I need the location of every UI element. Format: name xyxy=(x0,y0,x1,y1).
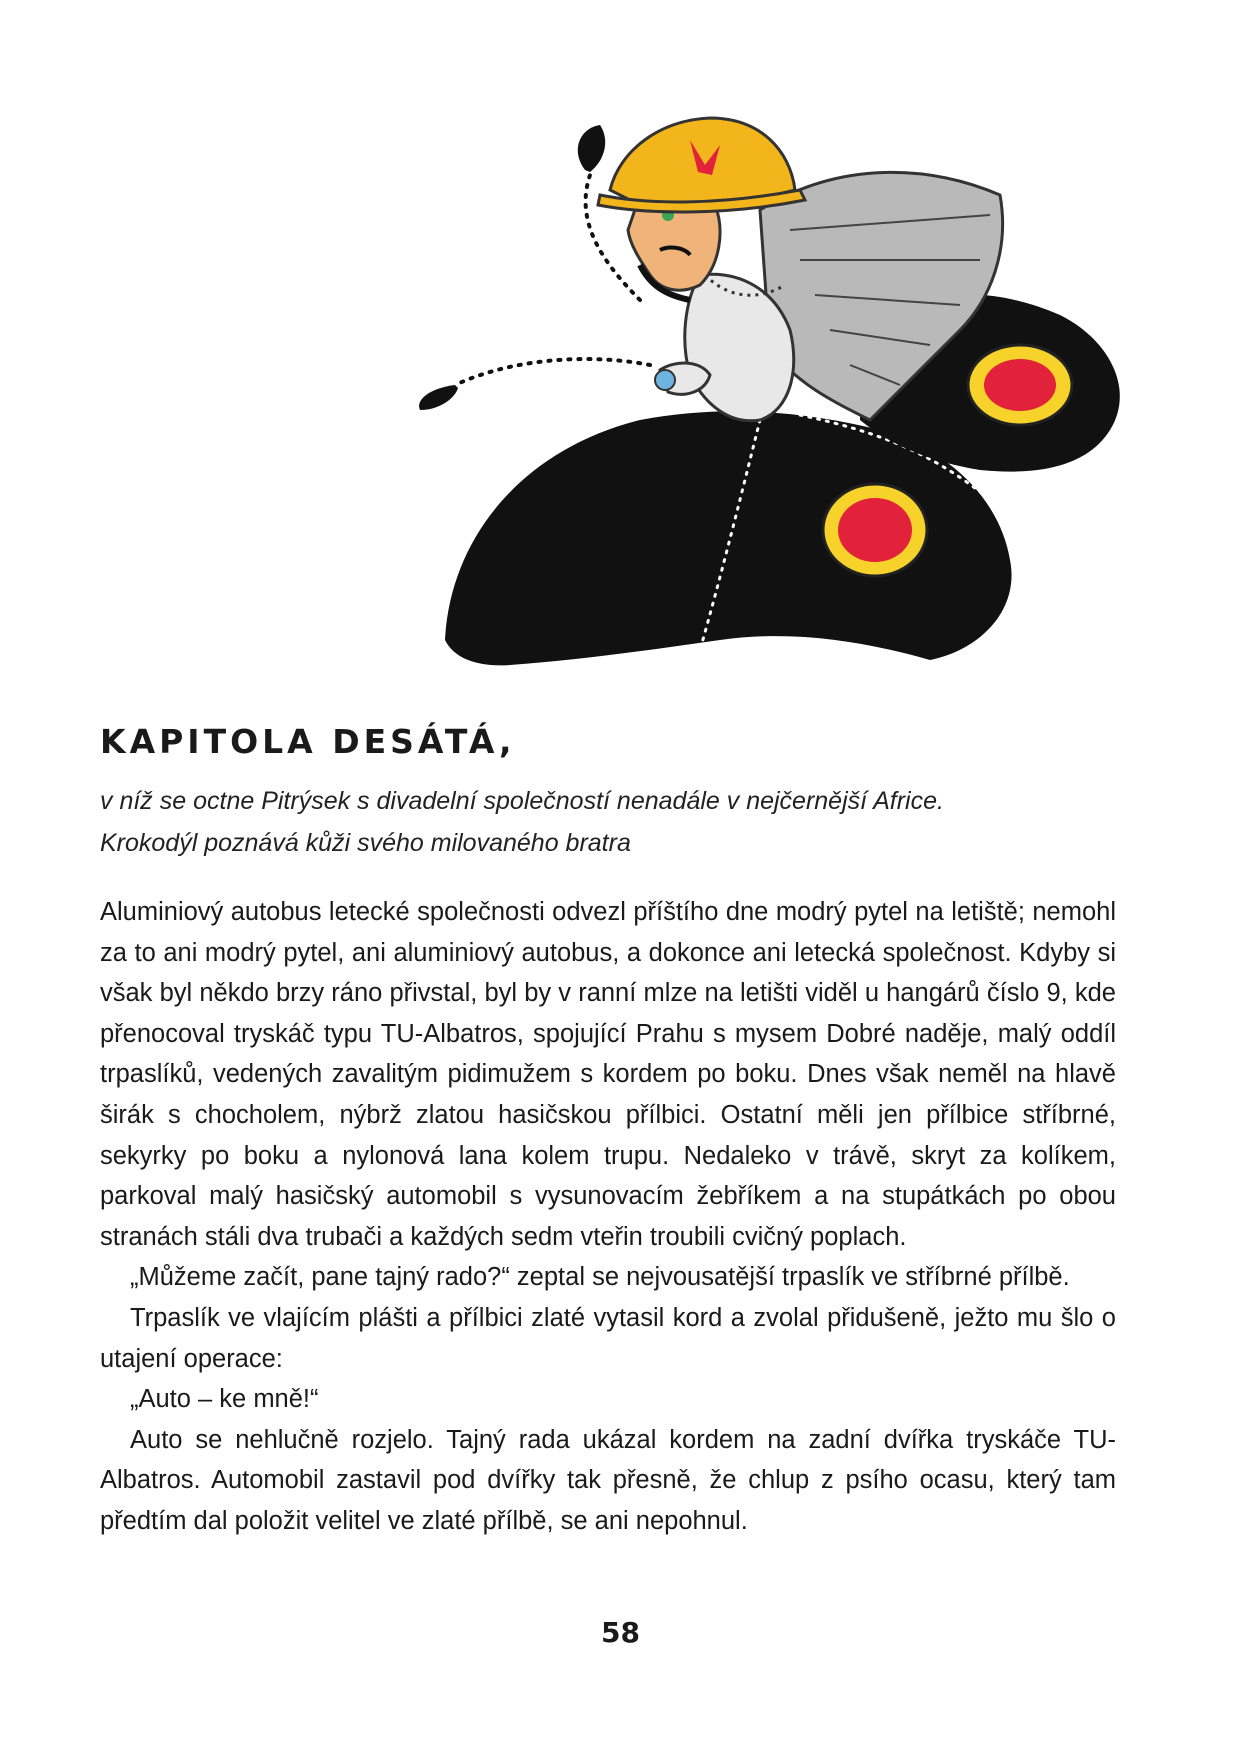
chapter-title: KAPITOLA DESÁTÁ, xyxy=(100,722,516,761)
antenna-lower xyxy=(419,359,650,410)
paragraph: „Můžeme začít, pane tajný rado?“ zeptal se nejvousatější trpaslík ve stříbrné přílbě. xyxy=(130,1263,1070,1292)
paragraph: Auto se nehlučně rozjelo. Tajný rada ukázal kordem na zadní dvířka tryskáče TU-Albatros. Automobil zastavil pod dvířky tak přesně, že chlup z psího ocasu, který tam předtím dal položit velitel ve zlaté přílbě, se ani nepohnul. xyxy=(100,1425,1116,1535)
paragraph: Aluminiový autobus letecké společnosti odvezl příštího dne modrý pytel na letiště; nemohl za to ani modrý pytel, ani aluminiový autobus, a dokonce ani letecká společnost. Kdyby si však byl někdo brzy ráno přivstal, byl by v ranní mlze na letišti viděl u hangárů číslo 9, kde přenocoval tryskáč typu TU-Albatros, spojující Prahu s mysem Dobré naděje, malý oddíl trpaslíků, vedených zavalitým pidimužem s kordem po boku. Dnes však neměl na hlavě širák s chocholem, nýbrž zlatou hasičskou přílbici. Ostatní měli jen přílbice stříbrné, sekyrky po boku a nylonová lana kolem trupu. Nedaleko v trávě, skryt za kolíkem, parkoval malý hasičský automobil s vysunovacím žebříkem a na stupátkách po obou stranách stáli dva trubači a každých sedm vteřin troubili cvičný poplach. xyxy=(100,898,1116,1251)
eyespot-upper xyxy=(968,345,1072,425)
chapter-subtitle xyxy=(100,780,1140,864)
golden-helmet xyxy=(598,118,805,212)
subtitle-line: Krokodýl poznává kůži svého milovaného bratra xyxy=(100,829,631,857)
butterfly-rider-illustration xyxy=(395,100,1155,700)
paragraph: „Auto – ke mně!“ xyxy=(130,1385,319,1414)
page-number: 58 xyxy=(601,1616,640,1649)
chapter-body xyxy=(100,892,1116,1542)
paragraph: Trpaslík ve vlajícím plášti a přílbici zlaté vytasil kord a zvolal přidušeně, ježto mu šlo o utajení operace: xyxy=(100,1303,1116,1373)
subtitle-line: v níž se octne Pitrýsek s divadelní společností nenadále v nejčernější Africe. xyxy=(100,787,944,815)
eyespot-lower xyxy=(823,484,927,576)
